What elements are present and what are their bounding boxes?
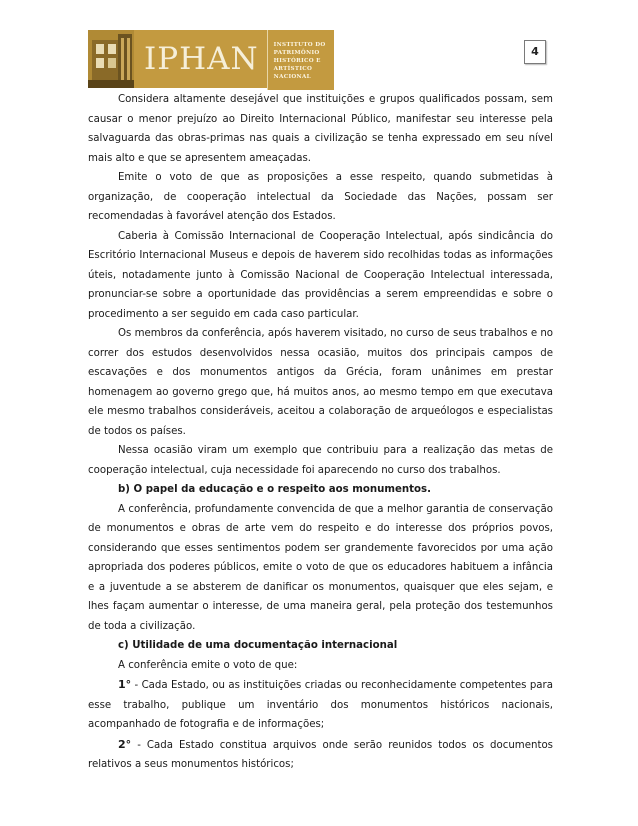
- paragraph: Nessa ocasião viram um exemplo que contribuiu para a realização das metas de cooperação intelectual, cuja necessidade foi aparecendo no curso dos trabalhos.: [88, 445, 553, 476]
- iphan-logo: [88, 30, 334, 88]
- list-item: [88, 735, 553, 775]
- list-item: [88, 675, 553, 735]
- logo-subtitle: INSTITUTO DO PATRIMÔNIO HISTÓRICO E ARTÍSTICO NACIONAL: [267, 30, 334, 90]
- paragraph: Emite o voto de que as proposições a esse respeito, quando submetidas à organização, de cooperação intelectual da Sociedade das Nações, possam ser recomendadas à favorável atenção dos Estados.: [88, 172, 553, 222]
- item-text: - Cada Estado constitua arquivos onde serão reunidos todos os documentos relativos a seus monumentos históricos;: [88, 739, 553, 770]
- paragraph: A conferência, profundamente convencida de que a melhor garantia de conservação de monumentos e obras de arte vem do respeito e do interesse dos próprios povos, considerando que esses sentimentos podem ser grandemente favorecidos por uma ação apropriada dos poderes públicos, emite o voto de que os educadores habituem a infância e a juventude a se absterem de danificar os monumentos, quaisquer que eles sejam, e lhes façam aumentar o interesse, de uma maneira geral, pela proteção dos testemunhos de toda a civilização.: [88, 503, 553, 632]
- logo-wordmark: IPHAN: [134, 30, 267, 88]
- page-header: [88, 30, 558, 90]
- section-heading-b: b) O papel da educação e o respeito aos monumentos.: [118, 484, 431, 495]
- logo-emblem-icon: [88, 30, 134, 88]
- paragraph: Caberia à Comissão Internacional de Cooperação Intelectual, após sindicância do Escritório Internacional Museus e depois de haverem sido recolhidas todas as informações úteis, notadamente junto à Comissão Nacional de Cooperação Intelectual interessada, pronunciar-se sobre a oportunidade das providências a serem empreendidas e sobre o procedimento a ser seguido em cada caso particular.: [88, 230, 553, 320]
- item-text: - Cada Estado, ou as instituições criadas ou reconhecidamente competentes para esse trabalho, publique um inventário dos monumentos históricos nacionais, acompanhado de fotografia e de informações;: [88, 680, 553, 730]
- item-ordinal: 1°: [118, 678, 132, 691]
- document-body: [88, 90, 553, 775]
- paragraph: Os membros da conferência, após haverem visitado, no curso de seus trabalhos e no correr dos estudos desenvolvidos nessa ocasião, muitos dos principais campos de escavações e dos monumentos antigos da Grécia, foram unânimes em prestar homenagem ao governo grego que, há muitos anos, ao mesmo tempo em que executava ele mesmo trabalhos consideráveis, aceitou a colaboração de arqueólogos e especialistas de todos os países.: [88, 328, 554, 437]
- paragraph: Considera altamente desejável que instituições e grupos qualificados possam, sem causar o menor prejuízo ao Direito Internacional Público, manifestar seu interesse pela salvaguarda das obras-primas nas quais a civilização se tenha expressado em seu nível mais alto e que se apresentem ameaçadas.: [88, 94, 553, 164]
- item-ordinal: 2°: [118, 737, 132, 751]
- section-heading-c: c) Utilidade de uma documentação internacional: [118, 640, 398, 651]
- page-number: 4: [524, 40, 546, 64]
- paragraph: A conferência emite o voto de que:: [118, 659, 298, 671]
